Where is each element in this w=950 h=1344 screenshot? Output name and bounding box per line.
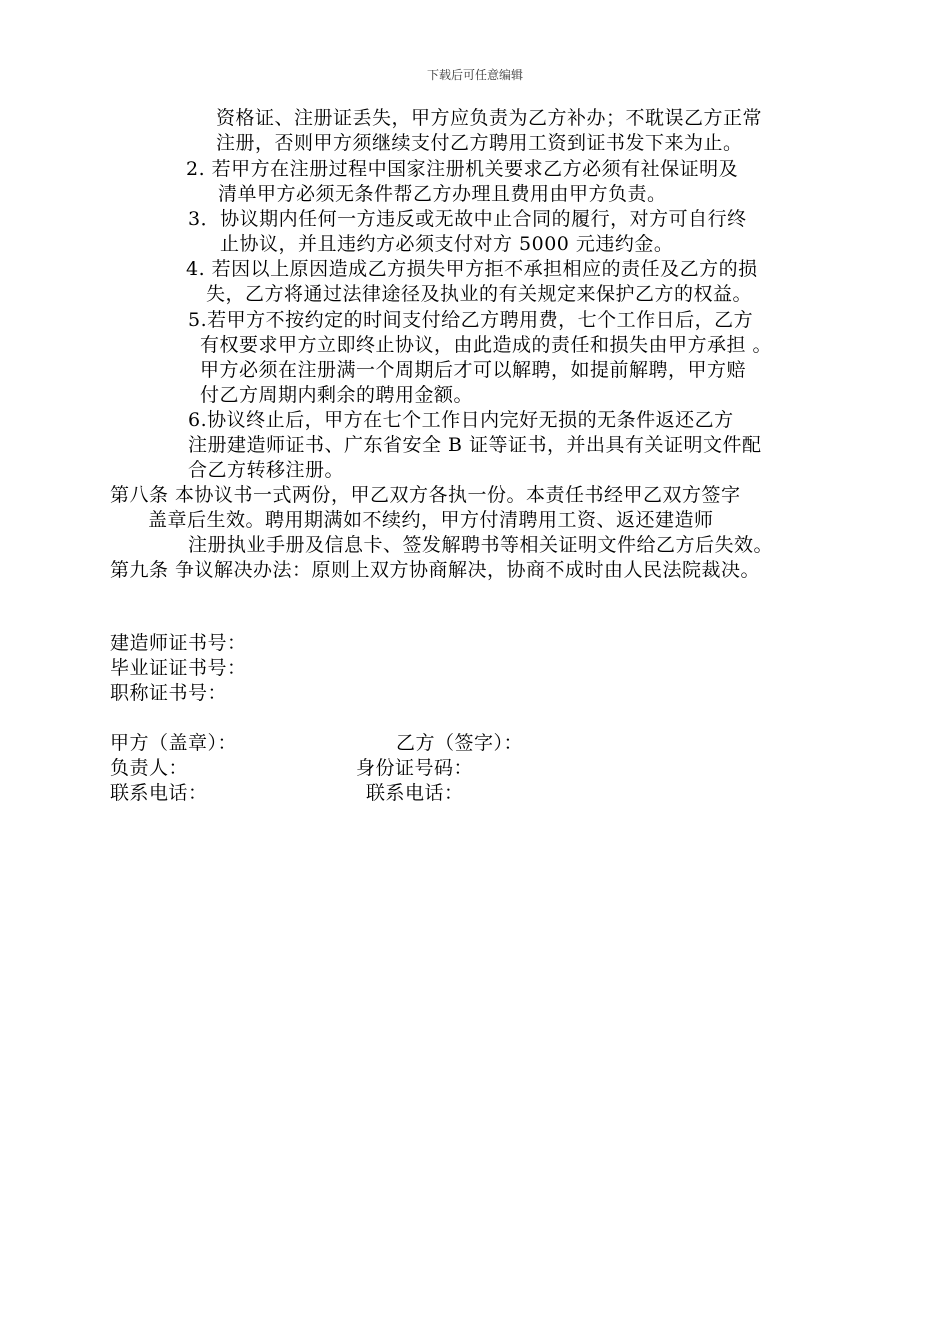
article8-line-3: 注册执业手册及信息卡、签发解聘书等相关证明文件给乙方后失效。 bbox=[188, 534, 774, 556]
party-a-phone-label: 联系电话： bbox=[110, 782, 208, 804]
item6-line-1: 6.协议终止后，甲方在七个工作日内完好无损的无条件返还乙方 bbox=[188, 409, 734, 431]
title-cert-label: 职称证书号： bbox=[110, 682, 228, 704]
item1-line-2: 注册，否则甲方须继续支付乙方聘用工资到证书发下来为止。 bbox=[216, 132, 743, 154]
party-b-id-label: 身份证号码： bbox=[356, 757, 474, 779]
article8-line-1: 第八条 本协议书一式两份，甲乙双方各执一份。本责任书经甲乙双方签字 bbox=[110, 484, 741, 506]
item6-line-2: 注册建造师证书、广东省安全 B 证等证书，并出具有关证明文件配 bbox=[188, 434, 762, 456]
item6-line-3: 合乙方转移注册。 bbox=[188, 459, 345, 481]
party-b-sign-label: 乙方（签字）： bbox=[396, 732, 524, 754]
builder-cert-label: 建造师证书号： bbox=[110, 632, 247, 654]
item3-line-2: 止协议，并且违约方必须支付对方 5000 元违约金。 bbox=[220, 233, 674, 255]
article9-line: 第九条 争议解决办法：原则上双方协商解决，协商不成时由人民法院裁决。 bbox=[110, 559, 761, 581]
item5-line-2: 有权要求甲方立即终止协议，由此造成的责任和损失由甲方承担 。 bbox=[200, 334, 773, 356]
item5-line-4: 付乙方周期内剩余的聘用金额。 bbox=[200, 384, 474, 406]
page-header: 下载后可任意编辑 bbox=[426, 68, 523, 82]
item4-line-1: 4. 若因以上原因造成乙方损失甲方拒不承担相应的责任及乙方的损 bbox=[186, 258, 758, 280]
item3-line-1: 3．协议期内任何一方违反或无故中止合同的履行，对方可自行终 bbox=[188, 208, 747, 230]
graduation-cert-label: 毕业证证书号： bbox=[110, 657, 247, 679]
party-a-person-label: 负责人： bbox=[110, 757, 189, 779]
item4-line-2: 失，乙方将通过法律途径及执业的有关规定来保护乙方的权益。 bbox=[206, 283, 753, 305]
article8-line-2: 盖章后生效。聘用期满如不续约，甲方付清聘用工资、返还建造师 bbox=[148, 509, 714, 531]
item5-line-1: 5.若甲方不按约定的时间支付给乙方聘用费，七个工作日后，乙方 bbox=[188, 309, 754, 331]
item5-line-3: 甲方必须在注册满一个周期后才可以解聘，如提前解聘，甲方赔 bbox=[200, 359, 747, 381]
party-a-seal-label: 甲方（盖章）： bbox=[110, 732, 238, 754]
party-b-phone-label: 联系电话： bbox=[366, 782, 464, 804]
item1-line-1: 资格证、注册证丢失，甲方应负责为乙方补办；不耽误乙方正常 bbox=[216, 107, 763, 129]
item2-line-2: 清单甲方必须无条件帮乙方办理且费用由甲方负责。 bbox=[218, 183, 667, 205]
item2-line-1: 2. 若甲方在注册过程中国家注册机关要求乙方必须有社保证明及 bbox=[186, 158, 739, 180]
